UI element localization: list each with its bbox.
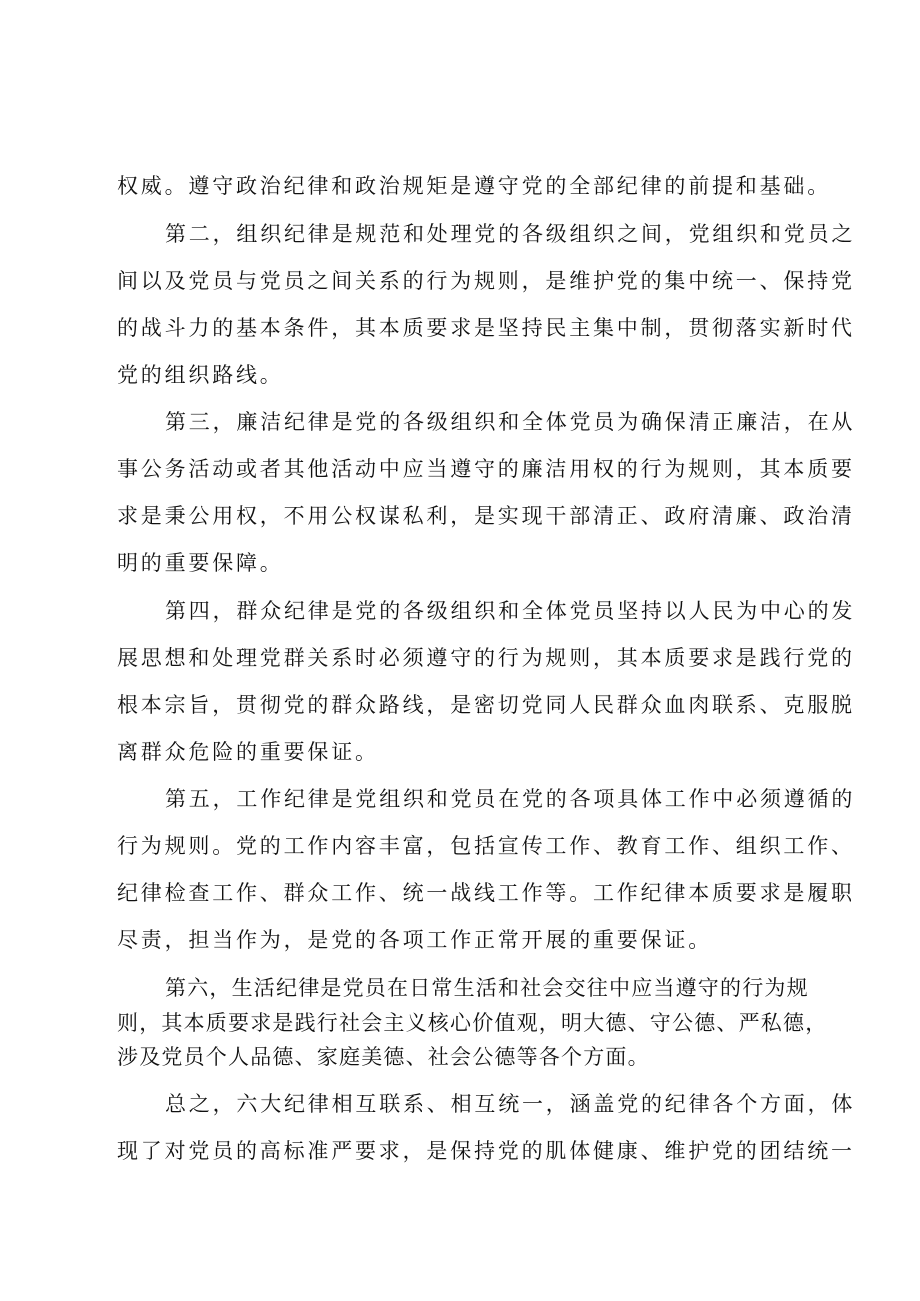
text-line: 权威。遵守政治纪律和政治规矩是遵守党的全部纪律的前提和基础。 bbox=[117, 174, 831, 198]
text-line: 则，其本质要求是践行社会主义核心价值观，明大德、守公德、严私德， bbox=[117, 1011, 828, 1035]
text-line: 离群众危险的重要保证。 bbox=[117, 740, 379, 764]
text-line: 求是秉公用权，不用公权谋私利，是实现干部清正、政府清廉、政治清 bbox=[117, 504, 855, 528]
text-line: 尽责，担当作为，是党的各项工作正常开展的重要保证。 bbox=[117, 928, 712, 952]
text-line: 涉及党员个人品德、家庭美德、社会公德等各个方面。 bbox=[117, 1045, 650, 1069]
text-line: 行为规则。党的工作内容丰富，包括宣传工作、教育工作、组织工作、 bbox=[117, 834, 855, 858]
paragraph-first-line: 总之，六大纪律相互联系、相互统一，涵盖党的纪律各个方面，体 bbox=[165, 1092, 856, 1116]
text-line: 展思想和处理党群关系时必须遵守的行为规则，其本质要求是践行党的 bbox=[117, 646, 855, 670]
text-line: 党的组织路线。 bbox=[117, 363, 284, 387]
paragraph-first-line: 第六，生活纪律是党员在日常生活和社会交往中应当遵守的行为规 bbox=[165, 976, 809, 1000]
text-line: 明的重要保障。 bbox=[117, 551, 284, 575]
text-line: 现了对党员的高标准严要求，是保持党的肌体健康、维护党的团结统一 bbox=[117, 1139, 855, 1163]
paragraph-first-line: 第三，廉洁纪律是党的各级组织和全体党员为确保清正廉洁，在从 bbox=[165, 410, 856, 434]
paragraph-first-line: 第四，群众纪律是党的各级组织和全体党员坚持以人民为中心的发 bbox=[165, 599, 856, 623]
text-line: 的战斗力的基本条件，其本质要求是坚持民主集中制，贯彻落实新时代 bbox=[117, 316, 855, 340]
text-line: 纪律检查工作、群众工作、统一战线工作等。工作纪律本质要求是履职 bbox=[117, 881, 855, 905]
text-line: 根本宗旨，贯彻党的群众路线，是密切党同人民群众血肉联系、克服脱 bbox=[117, 693, 855, 717]
text-line: 事公务活动或者其他活动中应当遵守的廉洁用权的行为规则，其本质要 bbox=[117, 457, 855, 481]
paragraph-first-line: 第二，组织纪律是规范和处理党的各级组织之间，党组织和党员之 bbox=[165, 222, 856, 246]
text-line: 间以及党员与党员之间关系的行为规则，是维护党的集中统一、保持党 bbox=[117, 269, 855, 293]
paragraph-first-line: 第五，工作纪律是党组织和党员在党的各项具体工作中必须遵循的 bbox=[165, 787, 856, 811]
